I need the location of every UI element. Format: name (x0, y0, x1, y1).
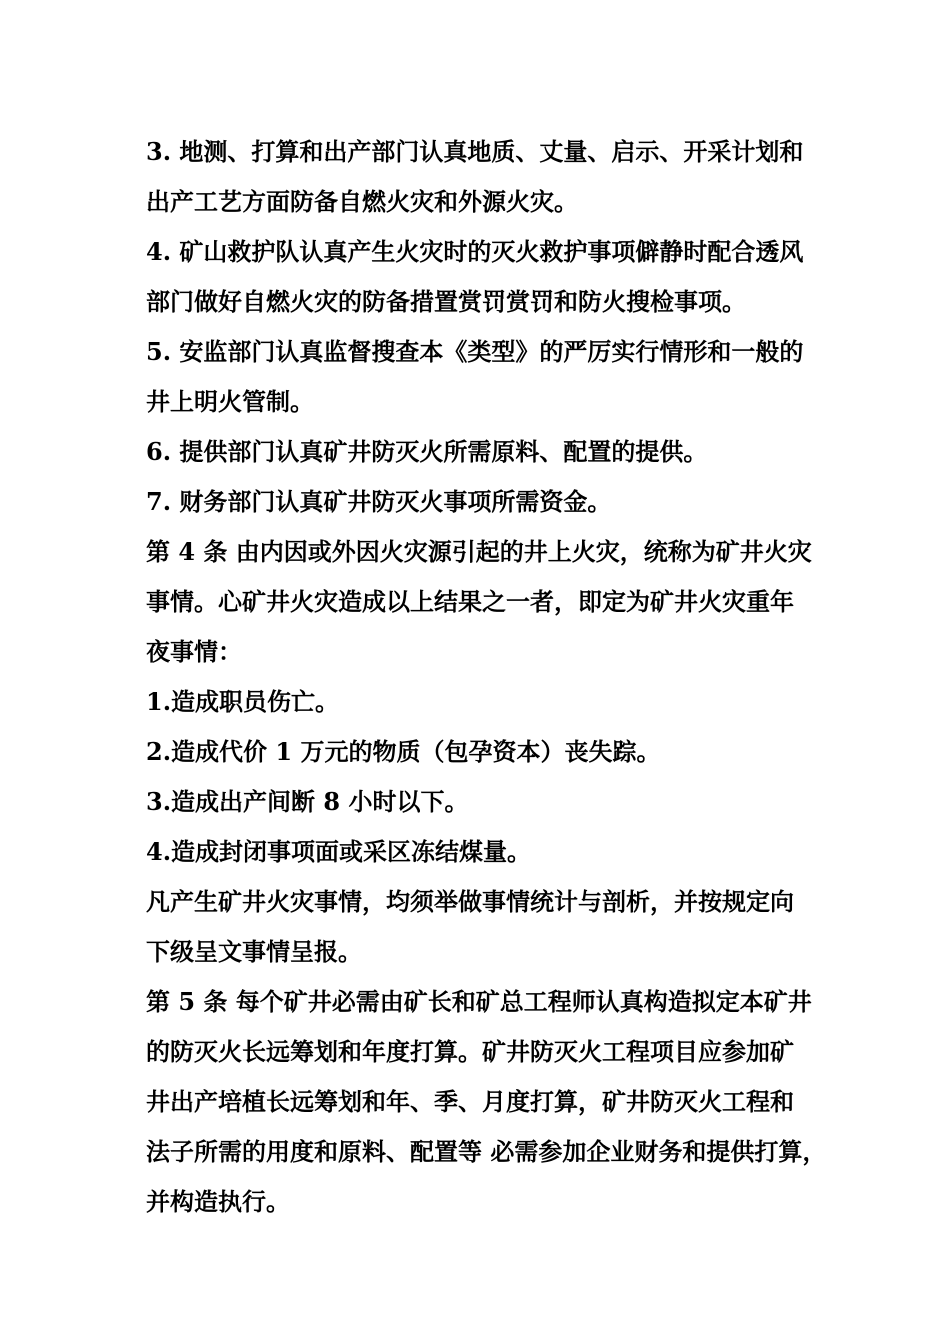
text-line: 部门做好自燃火灾的防备措置赏罚赏罚和防火搜检事项。 (146, 287, 746, 316)
text-line: 2.造成代价 1 万元的物质（包孕资本）丧失踪。 (146, 737, 661, 766)
text-line: 5. 安监部门认真监督搜查本《类型》的严厉实行情形和一般的 (146, 337, 804, 366)
text-line: 7. 财务部门认真矿井防灭火事项所需资金。 (146, 487, 612, 516)
document-body (146, 127, 836, 1227)
text-line: 第 5 条 每个矿井必需由矿长和矿总工程师认真构造拟定本矿井 (146, 987, 812, 1016)
text-line: 法子所需的用度和原料、配置等 必需参加企业财务和提供打算， (146, 1137, 827, 1166)
text-line: 3. 地测、打算和出产部门认真地质、丈量、启示、开采计划和 (146, 137, 804, 166)
text-line: 事情。心矿井火灾造成以上结果之一者，即定为矿井火灾重年 (146, 587, 794, 616)
text-line: 井出产培植长远筹划和年、季、月度打算，矿井防灭火工程和 (146, 1087, 794, 1116)
text-line: 并构造执行。 (146, 1187, 290, 1216)
text-line: 出产工艺方面防备自燃火灾和外源火灾。 (146, 187, 578, 216)
text-line: 6. 提供部门认真矿井防灭火所需原料、配置的提供。 (146, 437, 708, 466)
text-line: 下级呈文事情呈报。 (146, 937, 362, 966)
text-line: 夜事情： (146, 637, 242, 666)
text-line: 4.造成封闭事项面或采区冻结煤量。 (146, 837, 532, 866)
text-line: 第 4 条 由内因或外因火灾源引起的井上火灾，统称为矿井火灾 (146, 537, 812, 566)
text-line: 井上明火管制。 (146, 387, 314, 416)
text-line: 凡产生矿井火灾事情，均须举做事情统计与剖析，并按规定向 (146, 887, 794, 916)
text-line: 4. 矿山救护队认真产生火灾时的灭火救护事项僻静时配合透风 (146, 237, 804, 266)
text-line: 的防灭火长远筹划和年度打算。矿井防灭火工程项目应参加矿 (146, 1037, 794, 1066)
text-line: 1.造成职员伤亡。 (146, 687, 340, 716)
text-line: 3.造成出产间断 8 小时以下。 (146, 787, 469, 816)
